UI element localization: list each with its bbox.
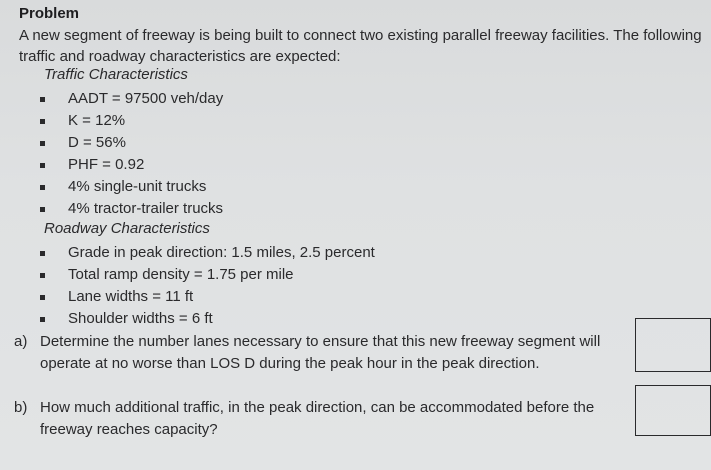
traffic-characteristics-list [38,88,223,220]
list-item: 4% single-unit trucks [38,176,223,198]
list-item: Grade in peak direction: 1.5 miles, 2.5 percent [38,242,375,264]
list-item: K = 12% [38,110,223,132]
bullet-icon [40,273,45,278]
bullet-icon [40,119,45,124]
list-item: PHF = 0.92 [38,154,223,176]
bullet-icon [40,163,45,168]
list-item: 4% tractor-trailer trucks [38,198,223,220]
question-b-text: How much additional traffic, in the peak direction, can be accommodated before the freeway reaches capacity? [40,399,595,438]
bullet-icon [40,185,45,190]
question-b-label: b) [14,399,28,416]
bullet-icon [40,251,45,256]
bullet-icon [40,295,45,300]
bullet-icon [40,97,45,102]
list-item: Lane widths = 11 ft [38,286,375,308]
roadway-characteristics-heading: Roadway Characteristics [44,220,210,237]
answer-box-a[interactable] [635,318,711,372]
bullet-icon [40,317,45,322]
roadway-characteristics-list [38,242,375,330]
bullet-icon [40,141,45,146]
problem-intro: A new segment of freeway is being built to connect two existing parallel freeway facilities. The following traffic and roadway characteristics are expected: [19,27,702,65]
question-a-label: a) [14,333,28,350]
bullet-icon [40,207,45,212]
answer-box-b[interactable] [635,385,711,436]
list-item: Shoulder widths = 6 ft [38,308,375,330]
question-a-text: Determine the number lanes necessary to ensure that this new freeway segment will operate at no worse than LOS D during the peak hour in the peak direction. [40,333,601,372]
list-item: Total ramp density = 1.75 per mile [38,264,375,286]
traffic-characteristics-heading: Traffic Characteristics [44,66,188,83]
problem-heading: Problem [19,5,80,22]
list-item: AADT = 97500 veh/day [38,88,223,110]
list-item: D = 56% [38,132,223,154]
